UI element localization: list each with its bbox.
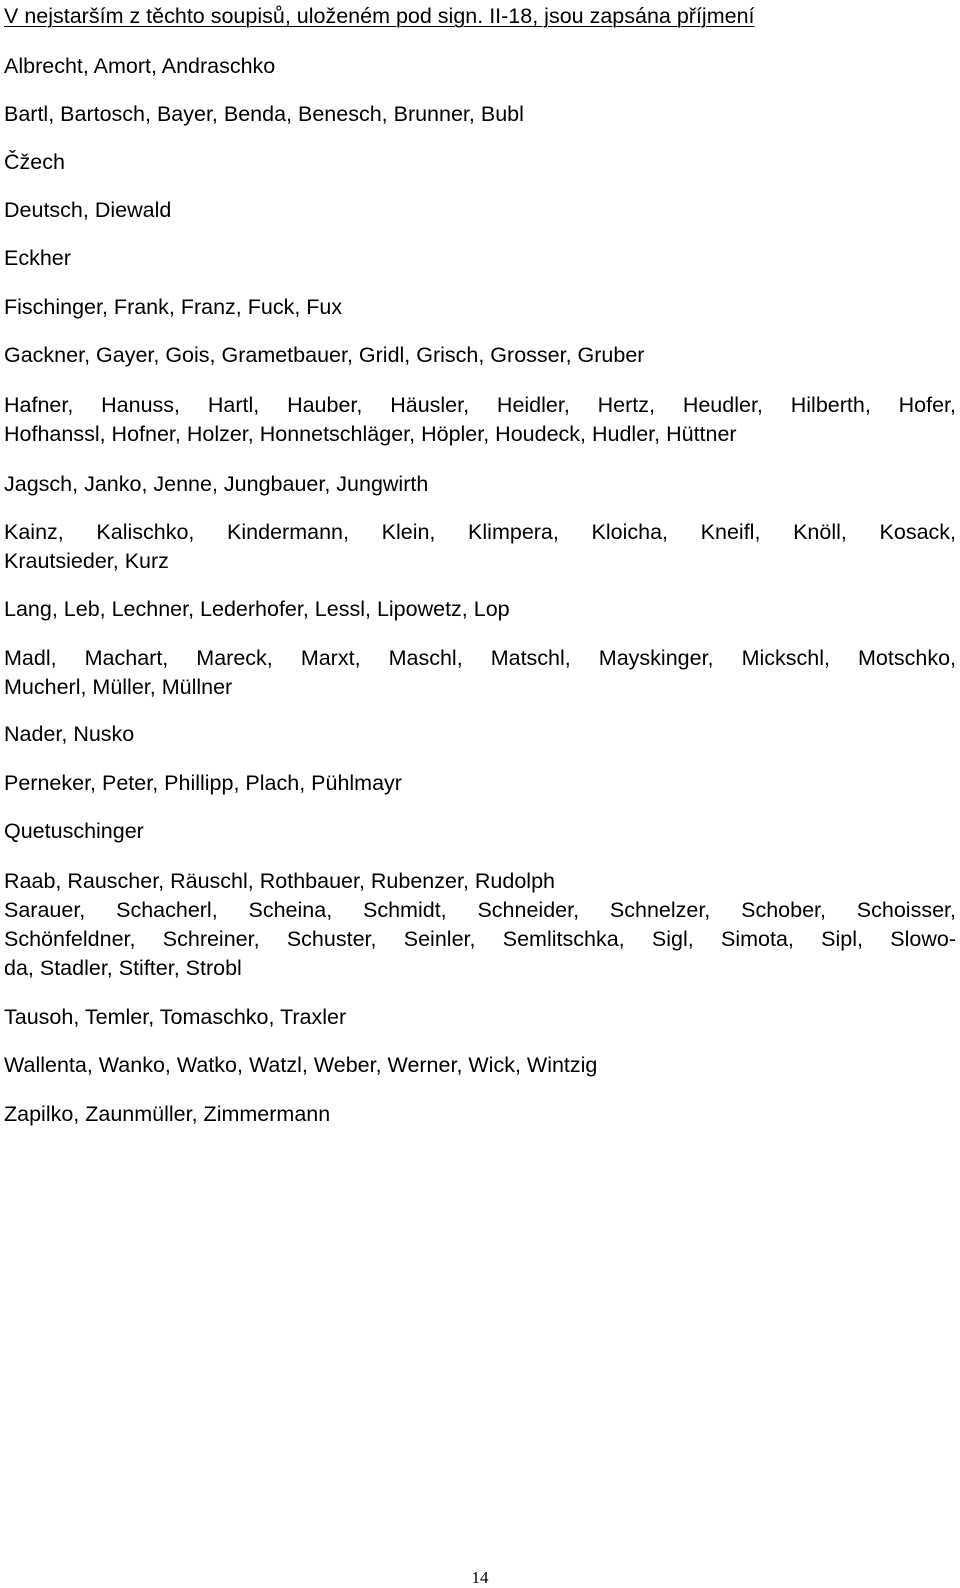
surname-line-h-2: Hofhanssl, Hofner, Holzer, Honnetschläger, Höpler, Houdeck, Hudler, Hüttner bbox=[4, 422, 737, 446]
surname-line-p: Perneker, Peter, Phillipp, Plach, Pühlmayr bbox=[4, 771, 402, 795]
surname-line-a: Albrecht, Amort, Andraschko bbox=[4, 54, 276, 78]
page-number: 14 bbox=[471, 1568, 489, 1587]
intro-heading: V nejstarším z těchto soupisů, uloženém pod sign. II-18, jsou zapsána příjmení bbox=[4, 4, 755, 28]
surname-line-e: Eckher bbox=[4, 246, 71, 270]
surname-line-z: Zapilko, Zaunmüller, Zimmermann bbox=[4, 1102, 331, 1126]
surname-line-c: Čžech bbox=[4, 150, 65, 174]
surname-line-m-2: Mucherl, Müller, Müllner bbox=[4, 675, 233, 699]
surname-line-n: Nader, Nusko bbox=[4, 722, 135, 746]
surname-line-g: Gackner, Gayer, Gois, Grametbauer, Gridl, Grisch, Grosser, Gruber bbox=[4, 343, 645, 367]
surname-line-h-1: Hafner, Hanuss, Hartl, Hauber, Häusler, Heidler, Hertz, Heudler, Hilberth, Hofer, bbox=[4, 393, 956, 417]
surname-line-k-1: Kainz, Kalischko, Kindermann, Klein, Klimpera, Kloicha, Kneifl, Knöll, Kosack, bbox=[4, 520, 956, 544]
surname-line-q: Quetuschinger bbox=[4, 819, 144, 843]
surname-line-s-2: Schönfeldner, Schreiner, Schuster, Seinler, Semlitschka, Sigl, Simota, Sipl, Slowo- bbox=[4, 927, 956, 951]
surname-line-s-3: da, Stadler, Stifter, Strobl bbox=[4, 956, 242, 980]
surname-line-l: Lang, Leb, Lechner, Lederhofer, Lessl, Lipowetz, Lop bbox=[4, 597, 510, 621]
surname-line-w: Wallenta, Wanko, Watko, Watzl, Weber, Werner, Wick, Wintzig bbox=[4, 1053, 598, 1077]
surname-line-s-1: Sarauer, Schacherl, Scheina, Schmidt, Schneider, Schnelzer, Schober, Schoisser, bbox=[4, 898, 956, 922]
surname-line-f: Fischinger, Frank, Franz, Fuck, Fux bbox=[4, 295, 343, 319]
surname-line-t: Tausoh, Temler, Tomaschko, Traxler bbox=[4, 1005, 347, 1029]
surname-line-j: Jagsch, Janko, Jenne, Jungbauer, Jungwirth bbox=[4, 472, 429, 496]
surname-line-d: Deutsch, Diewald bbox=[4, 198, 172, 222]
surname-line-k-2: Krautsieder, Kurz bbox=[4, 549, 169, 573]
surname-line-m-1: Madl, Machart, Mareck, Marxt, Maschl, Matschl, Mayskinger, Mickschl, Motschko, bbox=[4, 646, 956, 670]
surname-line-b: Bartl, Bartosch, Bayer, Benda, Benesch, Brunner, Bubl bbox=[4, 102, 524, 126]
surname-line-r: Raab, Rauscher, Räuschl, Rothbauer, Rubenzer, Rudolph bbox=[4, 869, 555, 893]
